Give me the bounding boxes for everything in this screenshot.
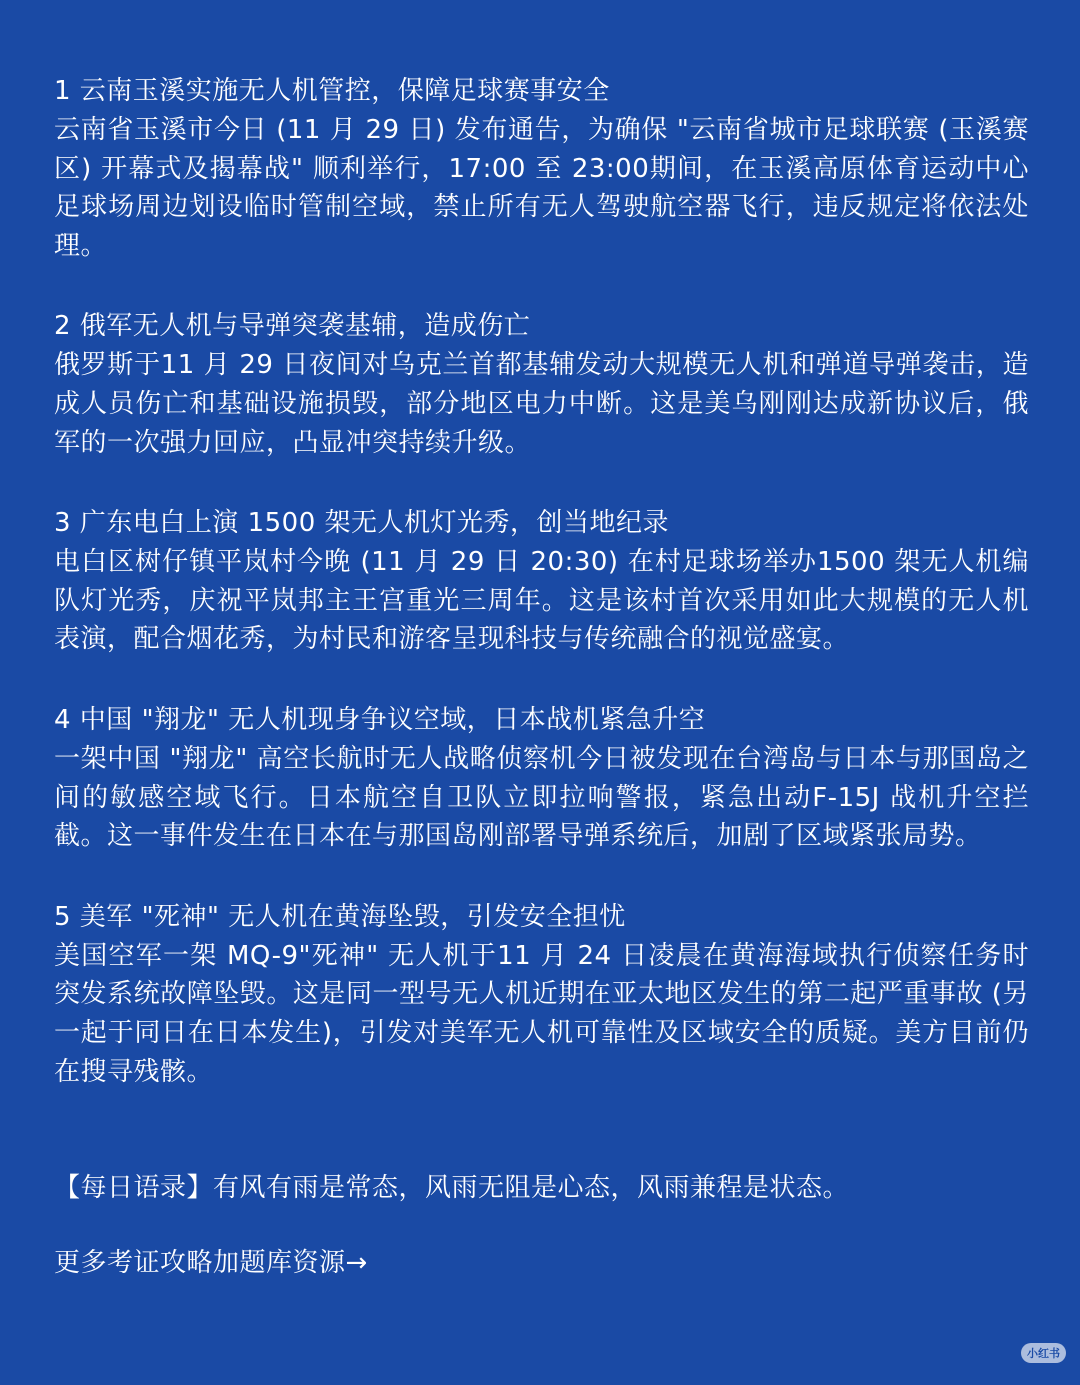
news-item-1 bbox=[54, 72, 1029, 265]
news-body: 电白区树仔镇平岚村今晚 (11 月 29 日 20:30) 在村足球场举办1500 架无人机编队灯光秀，庆祝平岚邦主王宫重光三周年。这是该村首次采用如此大规模的无人机表演，配合烟花秀，为村民和游客呈现科技与传统融合的视觉盛宴。 bbox=[54, 547, 1029, 655]
news-body: 云南省玉溪市今日 (11 月 29 日) 发布通告，为确保 "云南省城市足球联赛 (玉溪赛区) 开幕式及揭幕战" 顺利举行，17:00 至 23:00期间，在玉溪高原体育运动中心足球场周边划设临时管制空域，禁止所有无人驾驶航空器飞行，违反规定将依法处理。 bbox=[54, 115, 1029, 261]
news-title: 2 俄军无人机与导弹突袭基辅，造成伤亡 bbox=[54, 311, 531, 342]
news-item-4 bbox=[54, 701, 1029, 856]
news-body: 俄罗斯于11 月 29 日夜间对乌克兰首都基辅发动大规模无人机和弹道导弹袭击，造成人员伤亡和基础设施损毁，部分地区电力中断。这是美乌刚刚达成新协议后，俄军的一次强力回应，凸显冲突持续升级。 bbox=[54, 350, 1029, 458]
news-title: 1 云南玉溪实施无人机管控，保障足球赛事安全 bbox=[54, 76, 610, 106]
watermark bbox=[1021, 1343, 1066, 1363]
news-item-5 bbox=[54, 898, 1029, 1091]
news-body: 美国空军一架 MQ-9"死神" 无人机于11 月 24 日凌晨在黄海海域执行侦察任务时突发系统故障坠毁。这是同一型号无人机近期在亚太地区发生的第二起严重事故 (另一起于同日在日本发生)，引发对美军无人机可靠性及区域安全的质疑。美方目前仍在搜寻残骸。 bbox=[54, 940, 1029, 1087]
news-title: 3 广东电白上演 1500 架无人机灯光秀，创当地纪录 bbox=[54, 508, 670, 539]
news-item-2 bbox=[54, 307, 1029, 462]
more-resources-link[interactable]: 更多考证攻略加题库资源→ bbox=[54, 1248, 368, 1279]
news-body: 一架中国 "翔龙" 高空长航时无人战略侦察机今日被发现在台湾岛与日本与那国岛之间的敏感空域飞行。日本航空自卫队立即拉响警报，紧急出动F-15J 战机升空拦截。这一事件发生在日本在与那国岛刚部署导弹系统后，加剧了区域紧张局势。 bbox=[54, 743, 1029, 852]
news-title: 5 美军 "死神" 无人机在黄海坠毁，引发安全担忧 bbox=[54, 901, 626, 932]
news-title: 4 中国 "翔龙" 无人机现身争议空域，日本战机紧急升空 bbox=[54, 704, 706, 735]
content-area bbox=[54, 72, 1029, 1283]
news-item-3 bbox=[54, 504, 1029, 659]
daily-quote: 【每日语录】有风有雨是常态，风雨无阻是心态，风雨兼程是状态。 bbox=[54, 1173, 850, 1204]
watermark-logo: 小红书 bbox=[1021, 1343, 1066, 1363]
